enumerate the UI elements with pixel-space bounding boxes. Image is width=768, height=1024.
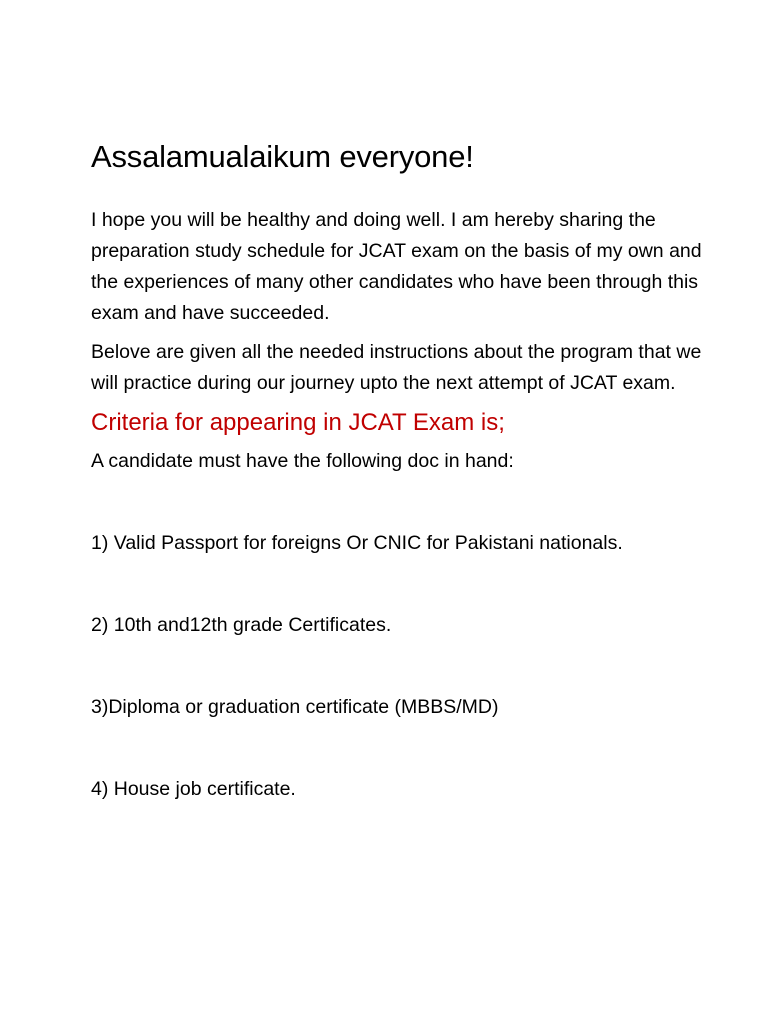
paragraph-instructions: Belove are given all the needed instructions about the program that we will practice during our journey upto the next attempt of JCAT exam.: [91, 340, 702, 394]
requirement-item-certificates: 2) 10th and12th grade Certificates.: [91, 613, 392, 636]
requirements-intro: A candidate must have the following doc in hand:: [91, 449, 514, 472]
requirement-item-passport: 1) Valid Passport for foreigns Or CNIC for Pakistani nationals.: [91, 531, 623, 554]
requirement-item-diploma: 3)Diploma or graduation certificate (MBBS/MD): [91, 695, 499, 718]
requirement-item-house-job: 4) House job certificate.: [91, 777, 296, 800]
section-heading-criteria: Criteria for appearing in JCAT Exam is;: [91, 408, 505, 436]
paragraph-greeting: I hope you will be healthy and doing well. I am hereby sharing the preparation study schedule for JCAT exam on the basis of my own and the experiences of many other candidates who have been through this exam and have succeeded.: [91, 208, 702, 324]
page-title: Assalamualaikum everyone!: [91, 139, 474, 174]
requirements-list: [91, 528, 708, 805]
